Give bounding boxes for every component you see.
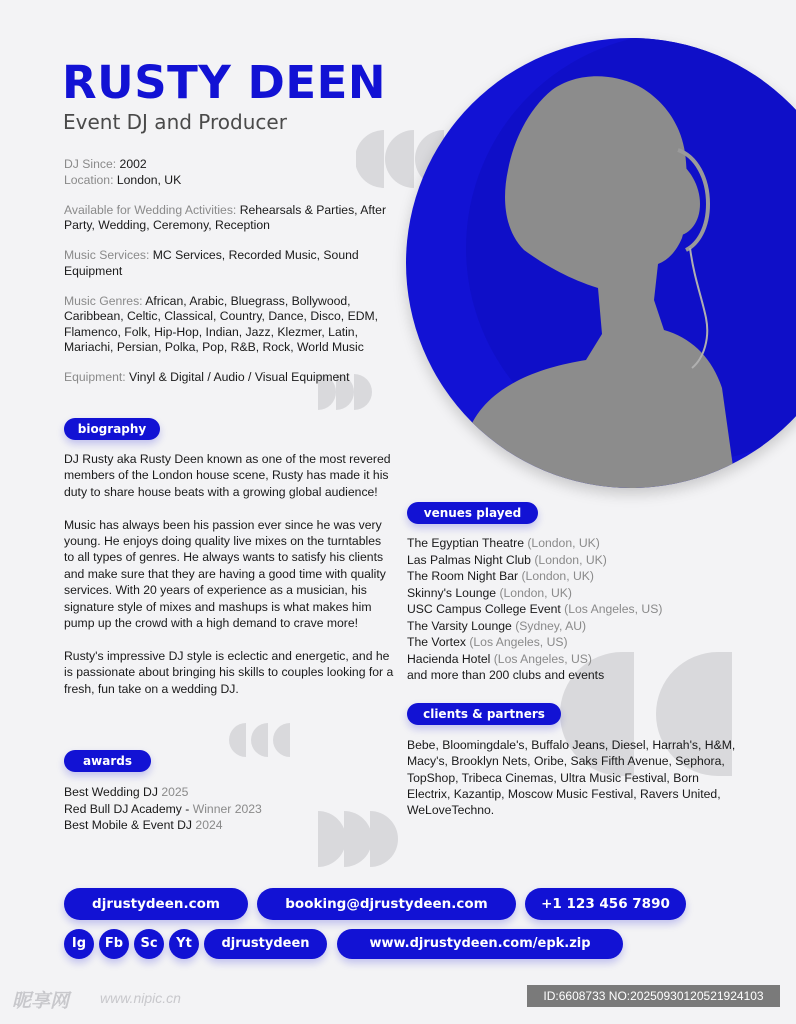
instagram-button[interactable]: Ig — [64, 929, 94, 959]
section-awards: awards — [64, 750, 151, 772]
list-item: Skinny's Lounge (London, UK) — [407, 585, 572, 600]
fact-wedding-activities: Available for Wedding Activities: Rehearsals & Parties, After Party, Wedding, Ceremony, Reception — [64, 202, 387, 232]
bio-paragraph: Music has always been his passion ever since he was very young. He enjoys doing quality live mixes on the turntables to all types of genres. He always wants to satisfy his clients and make sure that they are having a good time with quality services. With 20 years of experience as a musician, his signature style of mixes and mashups is what makes him pump up the crowd with a high demand to crave more! — [64, 517, 386, 631]
fact-list — [64, 157, 394, 400]
clients-text: Bebe, Bloomingdale's, Buffalo Jeans, Diesel, Harrah's, H&M, Macy's, Brooklyn Nets, Oribe, Saks Fifth Avenue, Sephora, TopShop, Tribeca Cinemas, Ultra Music Festival, Born Electrix, Kazantip, Moscow Music Festival, Ravers United, WeLoveTechno. — [407, 738, 736, 818]
soundcloud-button[interactable]: Sc — [134, 929, 164, 959]
fact-music-services: Music Services: MC Services, Recorded Music, Sound Equipment — [64, 248, 359, 278]
dj-silhouette-icon — [406, 38, 796, 488]
quote-decoration-bio — [226, 723, 292, 757]
social-handle-link[interactable]: djrustydeen — [204, 929, 327, 959]
awards-list — [64, 784, 364, 834]
page-subtitle: Event DJ and Producer — [63, 110, 287, 134]
list-item: The Vortex (Los Angeles, US) — [407, 635, 568, 649]
fact-equipment: Equipment: Vinyl & Digital / Audio / Visual Equipment — [64, 370, 350, 384]
profile-photo — [406, 38, 796, 488]
youtube-button[interactable]: Yt — [169, 929, 199, 959]
list-item: Best Wedding DJ 2025 — [64, 785, 189, 799]
venues-more: and more than 200 clubs and events — [407, 668, 605, 682]
list-item: The Egyptian Theatre (London, UK) — [407, 536, 600, 550]
fact-location: Location: London, UK — [64, 172, 182, 187]
list-item: The Room Night Bar (London, UK) — [407, 569, 594, 583]
watermark-id: ID:6608733 NO:20250930120521924103 — [527, 985, 780, 1007]
list-item: Hacienda Hotel (Los Angeles, US) — [407, 651, 592, 666]
email-link[interactable]: booking@djrustydeen.com — [257, 888, 516, 920]
section-venues: venues played — [407, 502, 538, 524]
bio-paragraph: Rusty's impressive DJ style is eclectic and energetic, and he is passionate about bringing his skills to couples looking for a fresh, fun take on a wedding DJ. — [64, 648, 394, 696]
website-link[interactable]: djrustydeen.com — [64, 888, 248, 920]
fact-dj-since: DJ Since: 2002 — [64, 157, 147, 171]
list-item: The Varsity Lounge (Sydney, AU) — [407, 618, 587, 633]
bio-paragraph: DJ Rusty aka Rusty Deen known as one of the most revered members of the London house scene, Rusty has made it his duty to share house beats with a growing global audience! — [64, 452, 391, 499]
section-biography: biography — [64, 418, 160, 440]
page-title: RUSTY DEEN — [62, 56, 387, 109]
watermark-logo: 昵享网 — [12, 990, 70, 1012]
facebook-button[interactable]: Fb — [99, 929, 129, 959]
section-clients: clients & partners — [407, 703, 561, 725]
biography-text — [64, 451, 394, 713]
phone-link[interactable]: +1 123 456 7890 — [525, 888, 686, 920]
venues-list — [407, 535, 737, 684]
epk-download-link[interactable]: www.djrustydeen.com/epk.zip — [337, 929, 623, 959]
list-item: Red Bull DJ Academy - Winner 2023 — [64, 801, 262, 816]
watermark-url: www.nipic.cn — [100, 990, 181, 1006]
list-item: Las Palmas Night Club (London, UK) — [407, 552, 607, 567]
fact-music-genres: Music Genres: African, Arabic, Bluegrass, Bollywood, Caribbean, Celtic, Classical, Country, Dance, Disco, EDM, Flamenco, Folk, Hip-Hop, Indian, Jazz, Klezmer, Latin, Mariachi, Persian, Polka, Pop, R&B, Rock, World Music — [64, 293, 379, 354]
list-item: USC Campus College Event (Los Angeles, US) — [407, 602, 663, 616]
list-item: Best Mobile & Event DJ 2024 — [64, 818, 223, 833]
